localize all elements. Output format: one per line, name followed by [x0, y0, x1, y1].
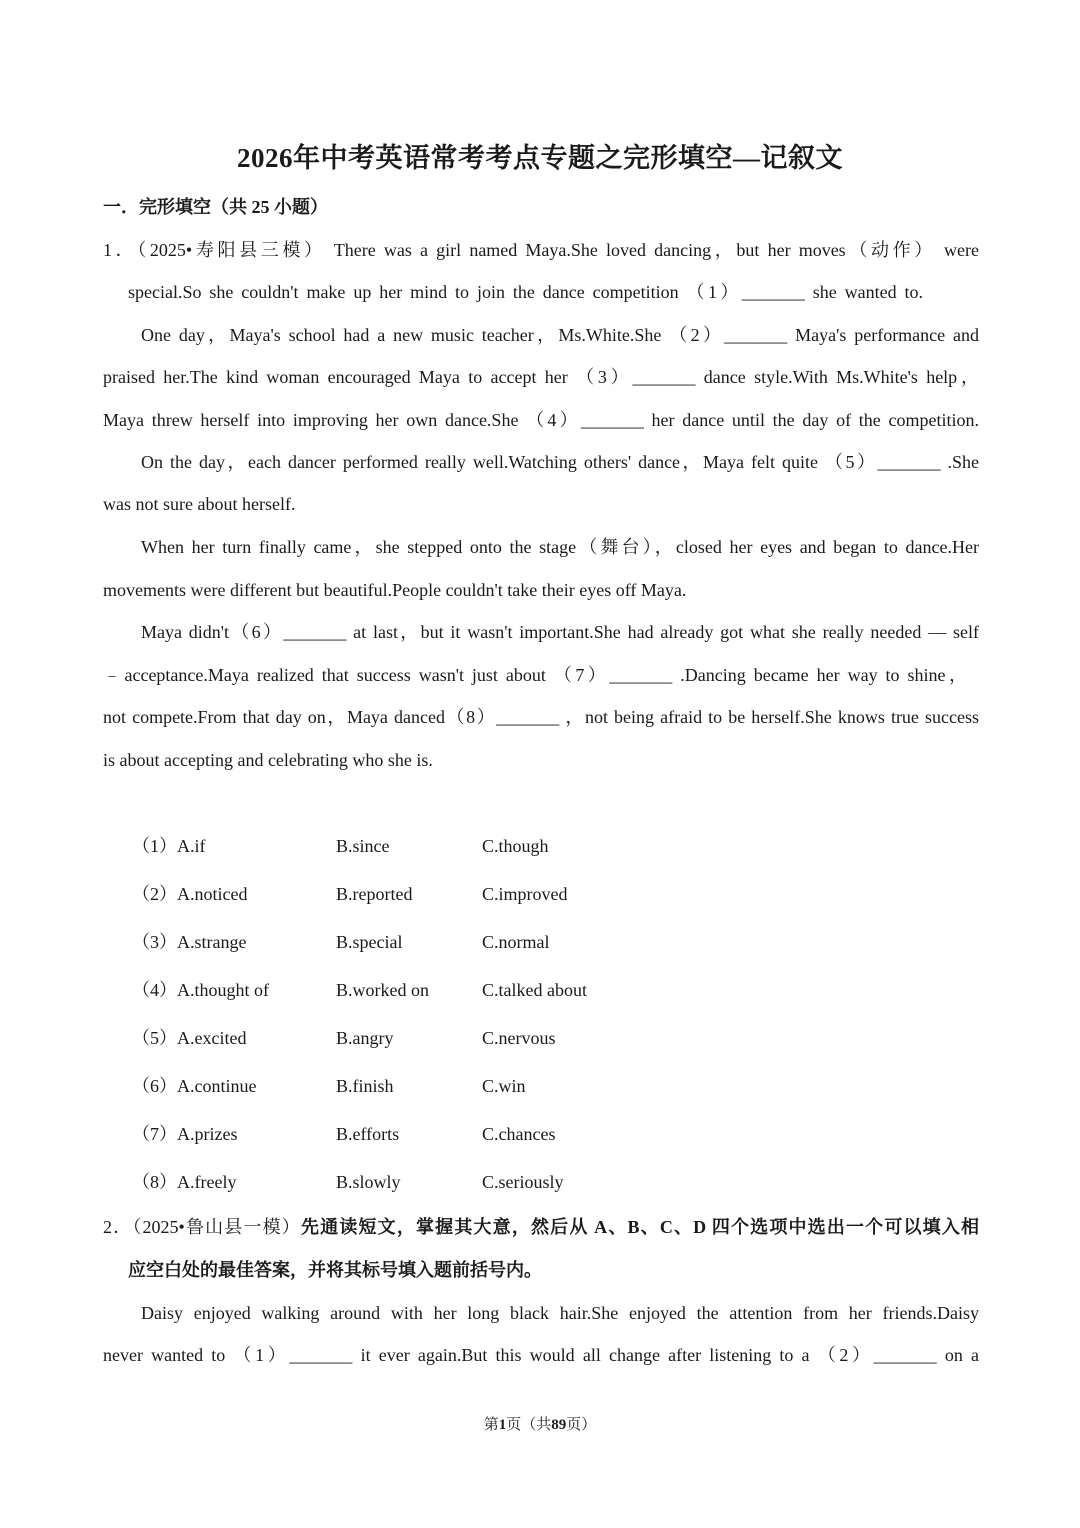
current-page-number: 1: [498, 1417, 507, 1433]
passage-line: not compete.From that day on，Maya danced（8）_______ ，not being afraid to be herself.She knows true success: [103, 707, 979, 727]
passage-line: On the day，each dancer performed really well.Watching others' dance，Maya felt quite （5）_______ .She: [141, 452, 979, 472]
option-b: B.since: [336, 836, 390, 856]
passage-line: special.So she couldn't make up her mind to join the dance competition （1）_______ she wanted to.: [128, 282, 923, 302]
option-c: C.chances: [482, 1124, 556, 1144]
passage-line: 1．（2025•寿阳县三模） There was a girl named Maya.She loved dancing，but her moves（动作） were: [103, 240, 979, 260]
option-c: C.seriously: [482, 1172, 564, 1192]
passage-line: Maya threw herself into improving her own dance.She （4）_______ her dance until the day of the competition.: [103, 410, 979, 430]
section-heading: 一．完形填空（共 25 小题）: [103, 197, 328, 217]
option-b: B.slowly: [336, 1172, 401, 1192]
option-c: C.though: [482, 836, 549, 856]
page-title: 2026年中考英语常考考点专题之完形填空—记叙文: [237, 143, 843, 173]
passage-line: was not sure about herself.: [103, 494, 296, 514]
option-a: （4）A.thought of: [132, 980, 269, 1000]
total-page-count: 89: [551, 1417, 567, 1433]
option-b: B.reported: [336, 884, 413, 904]
option-a: （3）A.strange: [132, 932, 247, 952]
passage-line: One day，Maya's school had a new music teacher，Ms.White.She （2）_______ Maya's performance and: [141, 325, 979, 345]
option-b: B.finish: [336, 1076, 394, 1096]
passage-line: ﹣acceptance.Maya realized that success wasn't just about （7）_______ .Dancing became her way to shine，: [103, 665, 967, 685]
passage-line: When her turn finally came，she stepped onto the stage（舞台），closed her eyes and began to dance.Her: [141, 537, 979, 557]
footer-pre: 第: [483, 1417, 499, 1433]
question-2-header: [103, 1212, 979, 1242]
option-a: （1）A.if: [132, 836, 206, 856]
option-c: C.nervous: [482, 1028, 556, 1048]
passage-line: praised her.The kind woman encouraged Maya to accept her （3）_______ dance style.With Ms.White's help，: [103, 367, 979, 387]
option-b: B.efforts: [336, 1124, 400, 1144]
option-a: （7）A.prizes: [132, 1124, 238, 1144]
passage-line: Maya didn't（6）_______ at last，but it wasn't important.She had already got what she really needed — self: [141, 622, 979, 642]
page-footer: [0, 1413, 1080, 1437]
option-c: C.improved: [482, 884, 568, 904]
option-b: B.angry: [336, 1028, 394, 1048]
passage-line: never wanted to （1）_______ it ever again.But this would all change after listening to a （2）_______ on a: [103, 1345, 979, 1365]
option-a: （5）A.excited: [132, 1028, 247, 1048]
option-c: C.talked about: [482, 980, 587, 1000]
option-b: B.worked on: [336, 980, 429, 1000]
question-2-source: 2．（2025•鲁山县一模）: [103, 1217, 301, 1237]
question-2-instruction-cont: 应空白处的最佳答案，并将其标号填入题前括号内。: [128, 1260, 542, 1280]
footer-mid: 页（共: [506, 1417, 552, 1433]
option-c: C.win: [482, 1076, 526, 1096]
option-a: （8）A.freely: [132, 1172, 237, 1192]
passage-line: movements were different but beautiful.People couldn't take their eyes off Maya.: [103, 580, 687, 600]
footer-post: 页）: [566, 1417, 597, 1433]
option-a: （6）A.continue: [132, 1076, 257, 1096]
passage-line: is about accepting and celebrating who she is.: [103, 750, 433, 770]
option-c: C.normal: [482, 932, 550, 952]
question-2-instruction: 先通读短文，掌握其大意，然后从 A、B、C、D 四个选项中选出一个可以填入相: [300, 1217, 980, 1237]
option-a: （2）A.noticed: [132, 884, 248, 904]
passage-line: Daisy enjoyed walking around with her long black hair.She enjoyed the attention from her friends.Daisy: [141, 1303, 979, 1323]
option-b: B.special: [336, 932, 403, 952]
